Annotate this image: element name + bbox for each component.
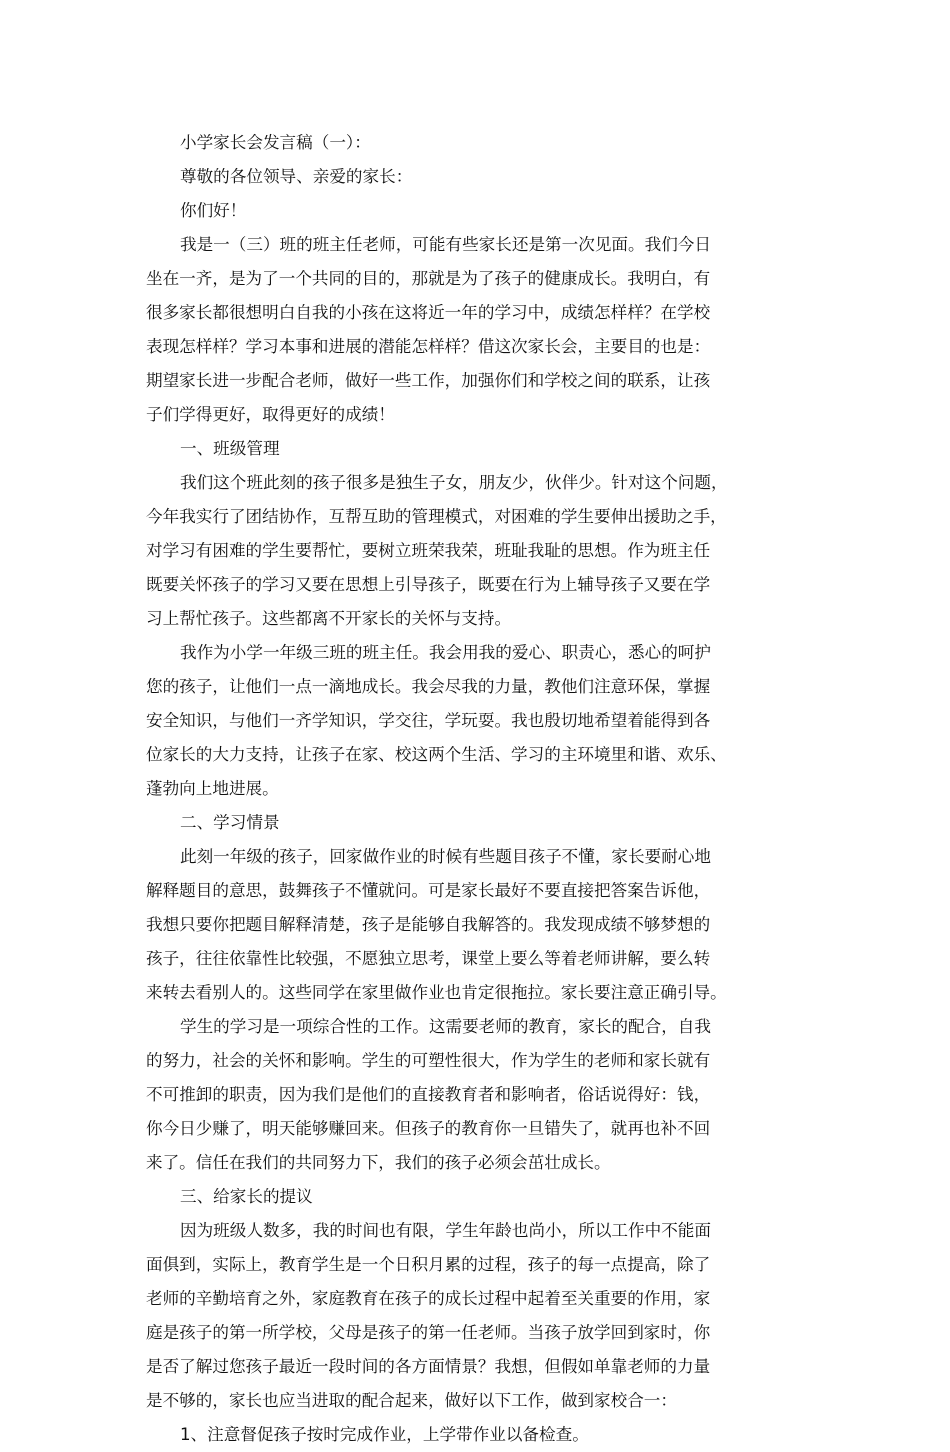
paragraph-line: 此刻一年级的孩子，回家做作业的时候有些题目孩子不懂，家长要耐心地 — [180, 847, 711, 866]
paragraph-line: 不可推卸的职责，因为我们是他们的直接教育者和影响者，俗话说得好：钱， — [146, 1085, 711, 1104]
document-title: 小学家长会发言稿（一）： — [180, 133, 371, 152]
paragraph-line: 的努力，社会的关怀和影响。学生的可塑性很大，作为学生的老师和家长就有 — [146, 1051, 711, 1070]
paragraph-line: 蓬勃向上地进展。 — [146, 779, 279, 798]
section2-paragraph-2 — [146, 1010, 806, 1180]
paragraph-line: 因为班级人数多，我的时间也有限，学生年龄也尚小，所以工作中不能面 — [180, 1221, 711, 1240]
paragraph-line: 位家长的大力支持，让孩子在家、校这两个生活、学习的主环境里和谐、欢乐、 — [146, 745, 727, 764]
paragraph-line: 安全知识，与他们一齐学知识，学交往，学玩耍。我也殷切地希望着能得到各 — [146, 711, 711, 730]
paragraph-line: 子们学得更好，取得更好的成绩！ — [146, 405, 395, 424]
paragraph-line: 来转去看别人的。这些同学在家里做作业也肯定很拖拉。家长要注意正确引导。 — [146, 983, 727, 1002]
paragraph-line: 今年我实行了团结协作，互帮互助的管理模式，对困难的学生要伸出援助之手， — [146, 507, 727, 526]
paragraph-line: 我们这个班此刻的孩子很多是独生子女，朋友少，伙伴少。针对这个问题， — [180, 473, 728, 492]
paragraph-line: 对学习有困难的学生要帮忙，要树立班荣我荣，班耻我耻的思想。作为班主任 — [146, 541, 711, 560]
paragraph-line: 表现怎样样？学习本事和进展的潜能怎样样？借这次家长会，主要目的也是： — [146, 337, 711, 356]
document-page — [146, 126, 806, 1452]
section-heading-suggestions: 三、给家长的提议 — [180, 1187, 313, 1206]
list-item-1: 1、注意督促孩子按时完成作业，上学带作业以备检查。 — [180, 1425, 589, 1444]
intro-paragraph — [146, 228, 806, 432]
section-heading-class-management: 一、班级管理 — [180, 439, 280, 458]
paragraph-line: 我作为小学一年级三班的班主任。我会用我的爱心、职责心，悉心的呵护 — [180, 643, 711, 662]
section1-paragraph-1 — [146, 466, 806, 636]
paragraph-line: 老师的辛勤培育之外，家庭教育在孩子的成长过程中起着至关重要的作用，家 — [146, 1289, 711, 1308]
paragraph-line: 很多家长都很想明白自我的小孩在这将近一年的学习中，成绩怎样样？在学校 — [146, 303, 711, 322]
greeting: 你们好！ — [180, 201, 247, 220]
section1-paragraph-2 — [146, 636, 806, 806]
section-heading-study-situation: 二、学习情景 — [180, 813, 280, 832]
paragraph-line: 我想只要你把题目解释清楚，孩子是能够自我解答的。我发现成绩不够梦想的 — [146, 915, 711, 934]
paragraph-line: 您的孩子，让他们一点一滴地成长。我会尽我的力量，教他们注意环保，掌握 — [146, 677, 711, 696]
paragraph-line: 庭是孩子的第一所学校，父母是孩子的第一任老师。当孩子放学回到家时，你 — [146, 1323, 711, 1342]
paragraph-line: 来了。信任在我们的共同努力下，我们的孩子必须会茁壮成长。 — [146, 1153, 611, 1172]
salutation: 尊敬的各位领导、亲爱的家长： — [180, 167, 413, 186]
paragraph-line: 你今日少赚了，明天能够赚回来。但孩子的教育你一旦错失了，就再也补不回 — [146, 1119, 711, 1138]
paragraph-line: 我是一（三）班的班主任老师，可能有些家长还是第一次见面。我们今日 — [180, 235, 711, 254]
section3-paragraph-1 — [146, 1214, 806, 1418]
paragraph-line: 是否了解过您孩子最近一段时间的各方面情景？我想，但假如单靠老师的力量 — [146, 1357, 711, 1376]
section2-paragraph-1 — [146, 840, 806, 1010]
paragraph-line: 学生的学习是一项综合性的工作。这需要老师的教育，家长的配合，自我 — [180, 1017, 711, 1036]
paragraph-line: 既要关怀孩子的学习又要在思想上引导孩子，既要在行为上辅导孩子又要在学 — [146, 575, 711, 594]
paragraph-line: 是不够的，家长也应当进取的配合起来，做好以下工作，做到家校合一： — [146, 1391, 677, 1410]
paragraph-line: 面俱到，实际上，教育学生是一个日积月累的过程，孩子的每一点提高，除了 — [146, 1255, 711, 1274]
paragraph-line: 孩子，往往依靠性比较强，不愿独立思考，课堂上要么等着老师讲解，要么转 — [146, 949, 711, 968]
paragraph-line: 坐在一齐，是为了一个共同的目的，那就是为了孩子的健康成长。我明白，有 — [146, 269, 711, 288]
paragraph-line: 习上帮忙孩子。这些都离不开家长的关怀与支持。 — [146, 609, 512, 628]
paragraph-line: 期望家长进一步配合老师，做好一些工作，加强你们和学校之间的联系，让孩 — [146, 371, 711, 390]
paragraph-line: 解释题目的意思，鼓舞孩子不懂就问。可是家长最好不要直接把答案告诉他， — [146, 881, 711, 900]
